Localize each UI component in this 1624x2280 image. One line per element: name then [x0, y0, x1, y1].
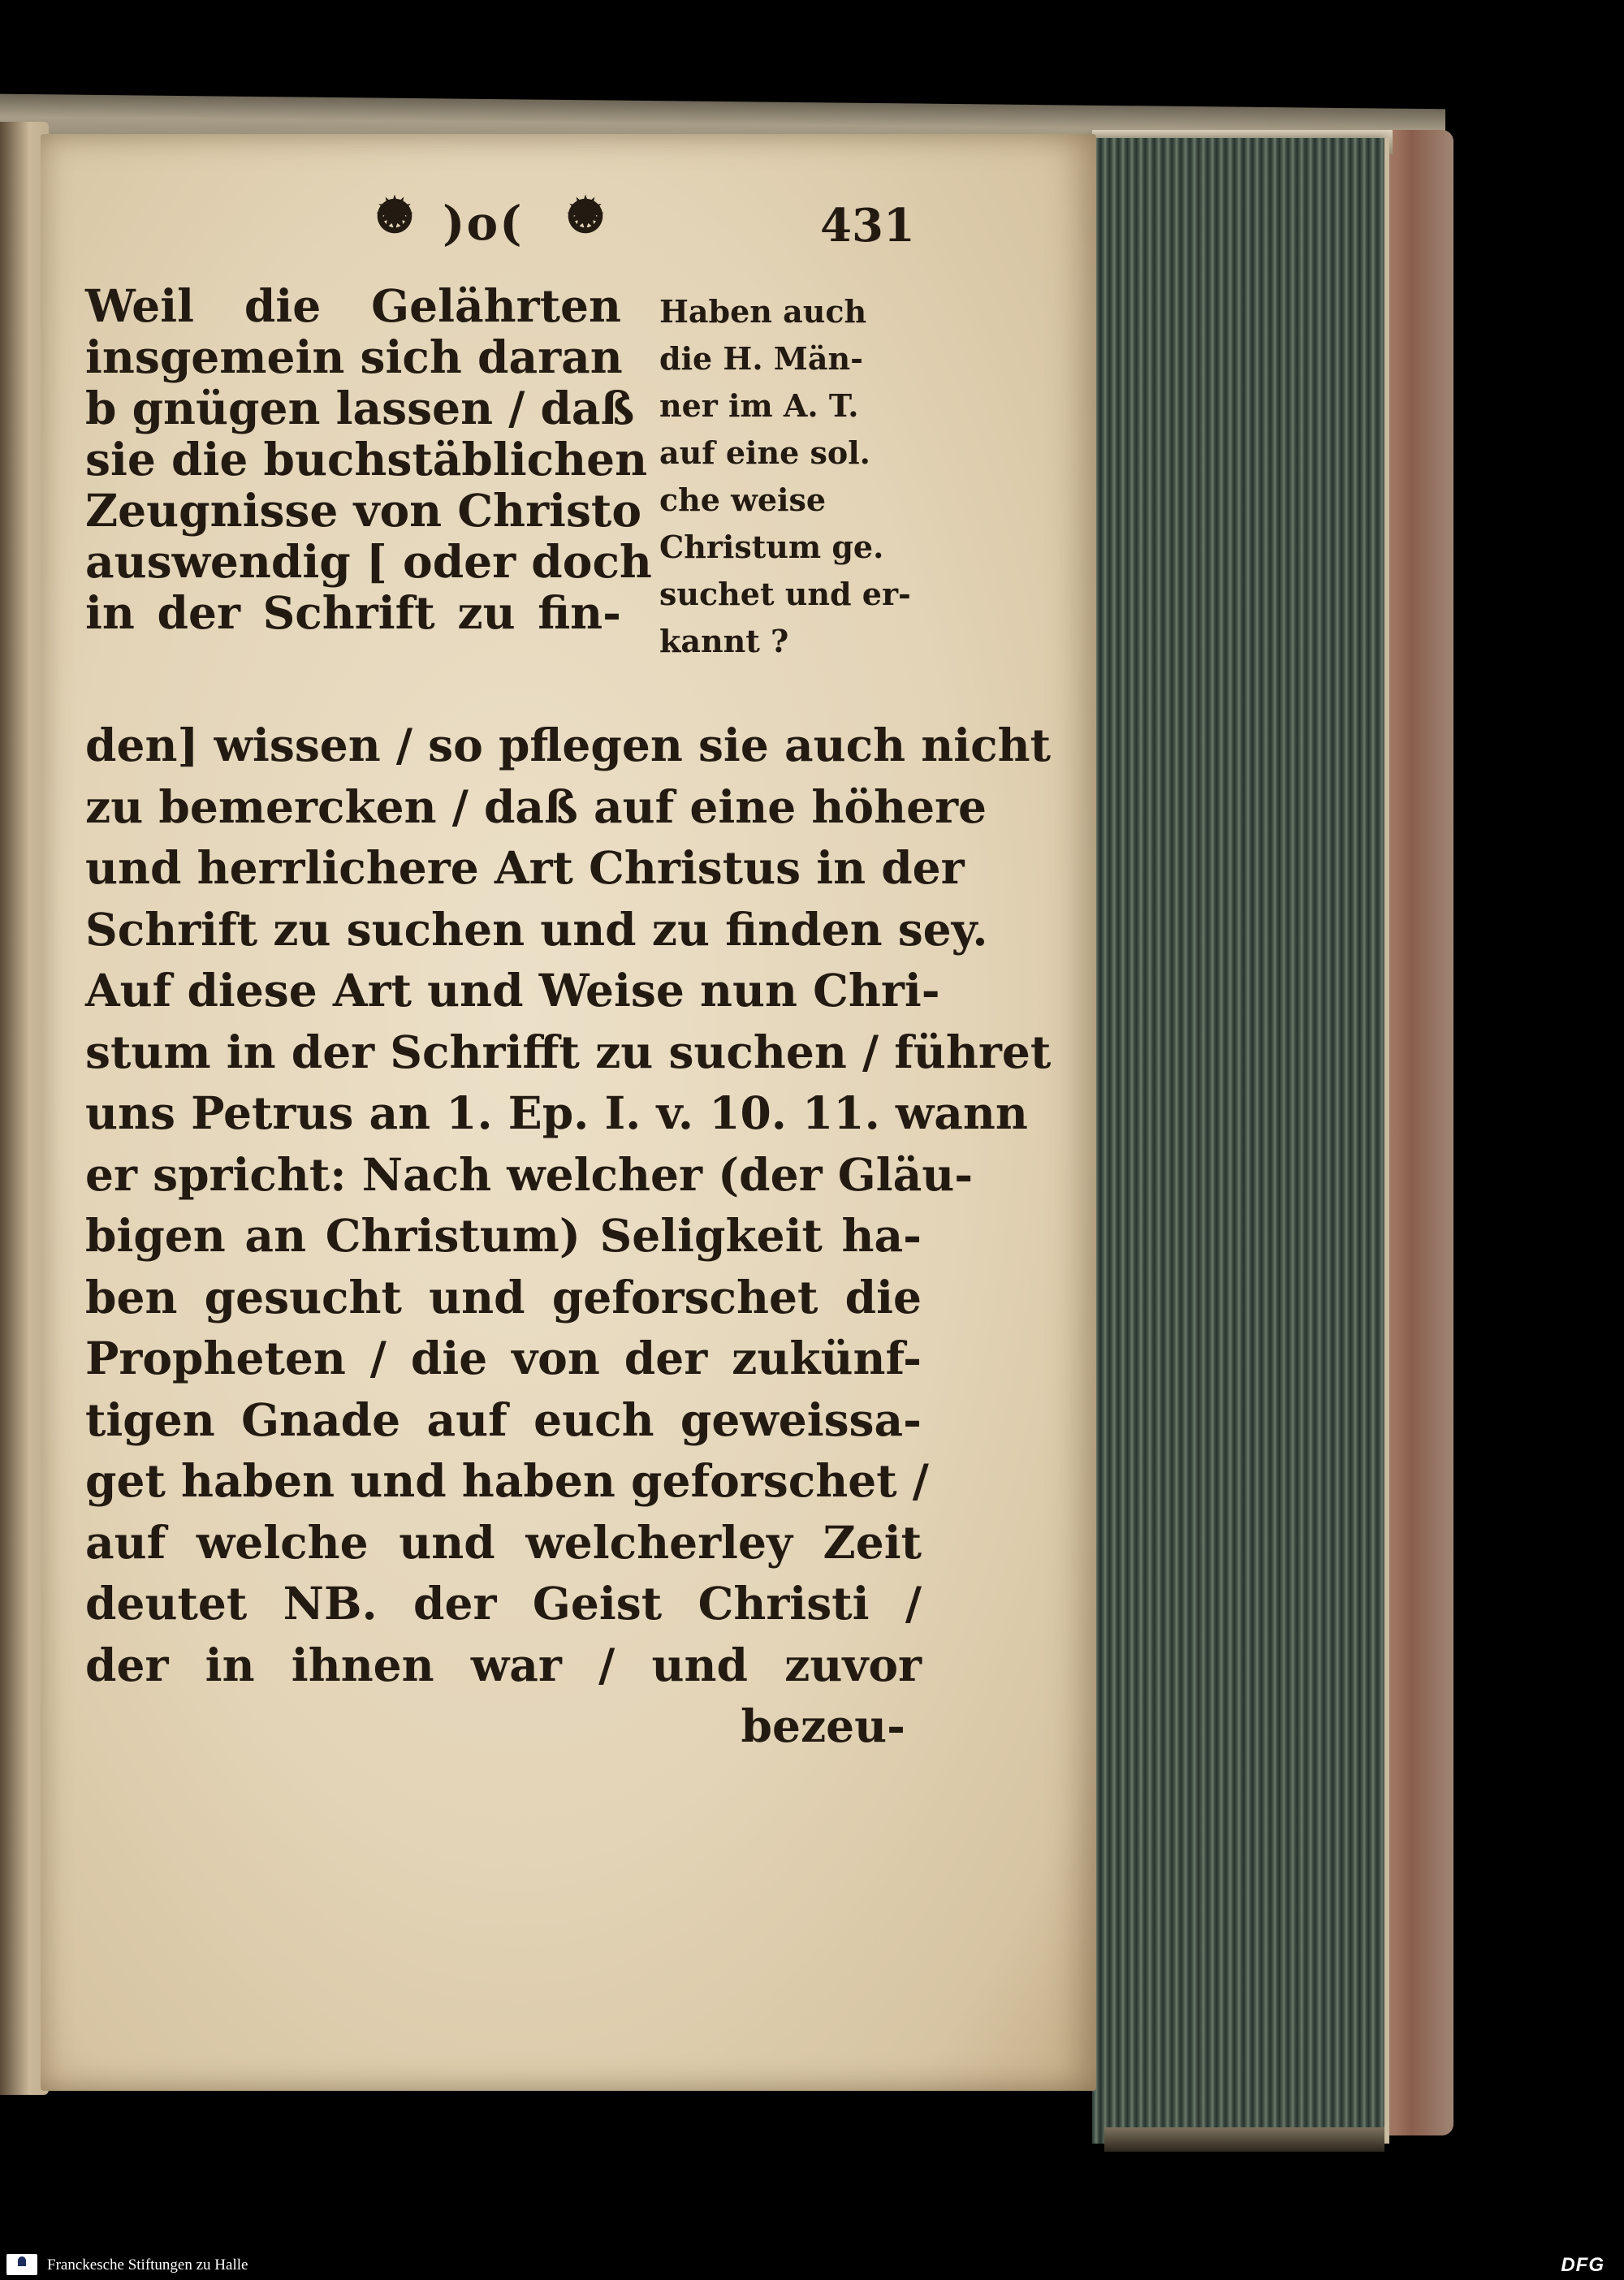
text-line: und herrlichere Art Christus in der	[85, 841, 965, 894]
institution-logo-icon[interactable]	[6, 2254, 37, 2275]
catchword: bezeu-	[741, 1699, 905, 1752]
text-line: uns Petrus an 1. Ep. I. v. 10. 11. wann	[85, 1086, 1028, 1139]
text-line: zu bemercken / daß auf eine höhere	[85, 779, 987, 833]
text-line: bigen an Christum) Seligkeit ha-	[85, 1209, 922, 1262]
text-line: b gnügen lassen / daß	[85, 382, 635, 434]
text-line: der in ihnen war / und zuvor	[85, 1638, 922, 1691]
running-header	[369, 191, 914, 264]
text-line: ben gesucht und geforschet die	[85, 1270, 922, 1324]
margin-note-line: ner im A. T.	[659, 387, 859, 424]
text-line: Propheten / die von der zukünf-	[85, 1332, 922, 1384]
margin-note-line: che weise	[659, 481, 827, 518]
text-line: er spricht: Nach welcher (der Gläu-	[85, 1147, 974, 1201]
text-line: tigen Gnade auf euch geweissa-	[85, 1393, 922, 1446]
margin-note-line: die H. Män-	[659, 340, 863, 377]
footer-dfg-logo[interactable]: DFG	[1561, 2254, 1605, 2276]
text-column-narrow	[85, 279, 652, 639]
text-line: sie die buchstäblichen	[85, 433, 648, 486]
margin-note-line: Christum ge.	[659, 529, 884, 565]
text-line: auf welche und welcherley Zeit	[85, 1515, 922, 1569]
margin-note	[659, 288, 911, 665]
margin-note-line: kannt ?	[659, 623, 789, 659]
text-line: insgemein sich daran	[85, 330, 623, 383]
text-line: Zeugnisse von Christo	[85, 484, 642, 537]
ornament-icon	[369, 191, 420, 241]
page-number: 431	[820, 199, 915, 253]
footer-owner[interactable]: Franckesche Stiftungen zu Halle	[47, 2256, 248, 2274]
margin-note-line: Haben auch	[659, 293, 867, 330]
text-column-main	[85, 715, 1052, 1757]
text-line: deutet NB. der Geist Christi /	[85, 1577, 922, 1630]
text-line: Auf diese Art und Weise nun Chri-	[85, 964, 940, 1017]
text-line: stum in der Schrifft zu suchen / führet	[85, 1025, 1052, 1078]
text-line: Weil die Gelährten	[85, 279, 621, 332]
text-line: Schrift zu suchen und zu finden sey.	[85, 902, 988, 956]
text-line: den] wissen / so pflegen sie auch nicht	[85, 719, 1051, 771]
header-mark: )o(	[443, 196, 524, 251]
text-line: in der Schrift zu fin-	[85, 586, 621, 639]
margin-note-line: suchet und er-	[659, 576, 911, 612]
ornament-icon	[560, 191, 611, 241]
page-block-edges	[1092, 138, 1389, 2144]
text-line: auswendig [ oder doch	[85, 535, 652, 588]
margin-note-line: auf eine sol.	[659, 434, 870, 471]
text-line: get haben und haben geforschet /	[85, 1454, 929, 1507]
page-block-bottom	[1104, 2127, 1384, 2152]
